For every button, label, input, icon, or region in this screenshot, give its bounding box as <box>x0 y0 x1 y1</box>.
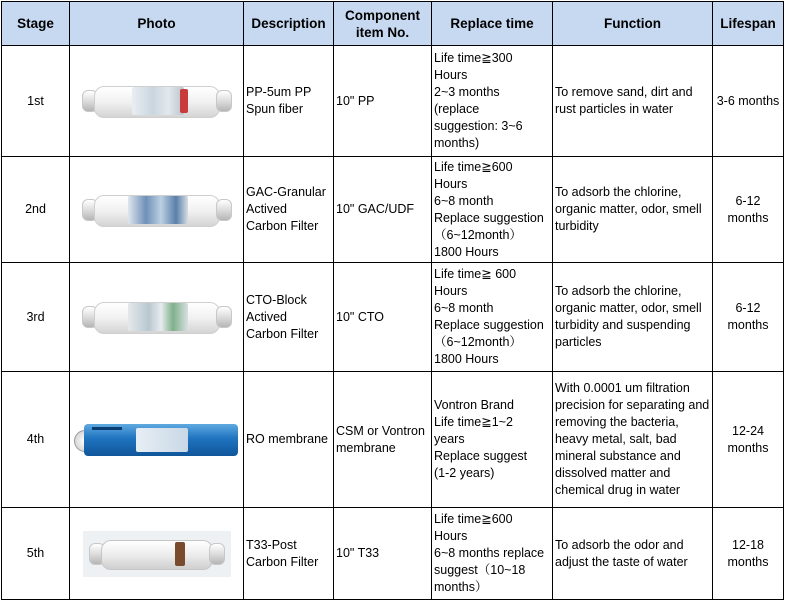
replace-line: Hours <box>434 176 468 191</box>
replace-line: （6~12month） <box>434 227 522 242</box>
stage-cell: 5th <box>2 508 70 600</box>
function-cell: To adsorb the chlorine, organic matter, odor, smell turbidity and suspending particles <box>553 263 713 372</box>
table-row <box>2 157 784 263</box>
description-cell: GAC-Granular Actived Carbon Filter <box>244 157 334 263</box>
replace-line: 6~8 months replace <box>434 546 545 560</box>
replace-line: Replace suggestion <box>434 318 544 332</box>
header-lifespan: Lifespan <box>713 2 784 46</box>
component-cell: 10" CTO <box>334 263 432 372</box>
replace-line: Life time≧ 600 <box>434 267 517 281</box>
table-row <box>2 46 784 157</box>
description-cell: CTO-Block Actived Carbon Filter <box>244 263 334 372</box>
cto-block-carbon-filter-cartridge-icon <box>82 300 232 334</box>
photo-cell <box>70 372 244 508</box>
replace-line: Hours <box>434 68 468 82</box>
replace-line: Replace suggestion <box>434 210 544 225</box>
replace-line: 6~8 month <box>434 301 494 315</box>
photo-cell <box>70 508 244 600</box>
replace-line: (1-2 years) <box>434 466 495 480</box>
replace-line: 1800 Hours <box>434 352 499 366</box>
table-row <box>2 263 784 372</box>
header-description: Description <box>244 2 334 46</box>
pp-cotton-filter-cartridge-icon <box>82 84 232 118</box>
replace-line: suggestion: 3~6 <box>434 119 523 133</box>
replace-line: Hours <box>434 284 468 298</box>
lifespan-cell: 12-24 months <box>713 372 784 508</box>
function-cell: To remove sand, dirt and rust particles in water <box>553 46 713 157</box>
replace-line: Life time≧600 <box>434 159 513 174</box>
replace-line: months） <box>434 580 488 594</box>
gac-carbon-filter-cartridge-icon <box>82 193 232 227</box>
header-component: Component item No. <box>334 2 432 46</box>
replace-line: suggest（10~18 <box>434 563 526 577</box>
replace-line: Replace suggest <box>434 449 528 463</box>
header-photo: Photo <box>70 2 244 46</box>
component-cell: CSM or Vontron membrane <box>334 372 432 508</box>
photo-cell <box>70 157 244 263</box>
photo-cell <box>70 263 244 372</box>
description-cell: RO membrane <box>244 372 334 508</box>
table-row <box>2 508 784 600</box>
t33-post-carbon-filter-cartridge-icon <box>83 531 231 577</box>
replace-time-cell <box>432 508 553 600</box>
component-cell: 10" GAC/UDF <box>334 157 432 263</box>
replace-line: 2~3 months <box>434 85 500 99</box>
replace-line: 1800 Hours <box>434 244 499 259</box>
table-row <box>2 372 784 508</box>
function-cell: To adsorb the odor and adjust the taste of water <box>553 508 713 600</box>
function-cell: To adsorb the chlorine, organic matter, odor, smell turbidity <box>553 157 713 263</box>
description-cell: PP-5um PP Spun fiber <box>244 46 334 157</box>
replace-line: Vontron Brand <box>434 398 514 412</box>
replace-line: Life time≧600 <box>434 512 513 526</box>
header-replace-time: Replace time <box>432 2 553 46</box>
stage-cell: 2nd <box>2 157 70 263</box>
replace-line: years <box>434 432 465 446</box>
replace-line: Life time≧300 <box>434 51 513 65</box>
replace-line: （6~12month） <box>434 335 522 349</box>
header-function: Function <box>553 2 713 46</box>
replace-time-cell <box>432 157 553 263</box>
replace-line: (replace <box>434 102 480 116</box>
replace-time-cell <box>432 372 553 508</box>
description-cell: T33-Post Carbon Filter <box>244 508 334 600</box>
stage-cell: 4th <box>2 372 70 508</box>
replace-line: Life time≧1~2 <box>434 415 513 429</box>
replace-line: 6~8 month <box>434 193 494 208</box>
component-cell: 10" PP <box>334 46 432 157</box>
lifespan-cell: 6-12 months <box>713 263 784 372</box>
replace-time-cell <box>432 46 553 157</box>
lifespan-cell: 6-12 months <box>713 157 784 263</box>
replace-line: Hours <box>434 529 468 543</box>
lifespan-cell: 3-6 months <box>713 46 784 157</box>
header-row <box>2 2 784 46</box>
ro-membrane-cartridge-icon <box>74 418 240 462</box>
stage-cell: 3rd <box>2 263 70 372</box>
header-stage: Stage <box>2 2 70 46</box>
stage-cell: 1st <box>2 46 70 157</box>
replace-line: months) <box>434 136 480 150</box>
lifespan-cell: 12-18 months <box>713 508 784 600</box>
filter-spec-table <box>1 1 784 600</box>
function-cell: With 0.0001 um filtration precision for separating and removing the bacteria, heavy metal, salt, bad mineral substance and dissolved matter and chemical drug in water <box>553 372 713 508</box>
photo-cell <box>70 46 244 157</box>
component-cell: 10" T33 <box>334 508 432 600</box>
replace-time-cell <box>432 263 553 372</box>
